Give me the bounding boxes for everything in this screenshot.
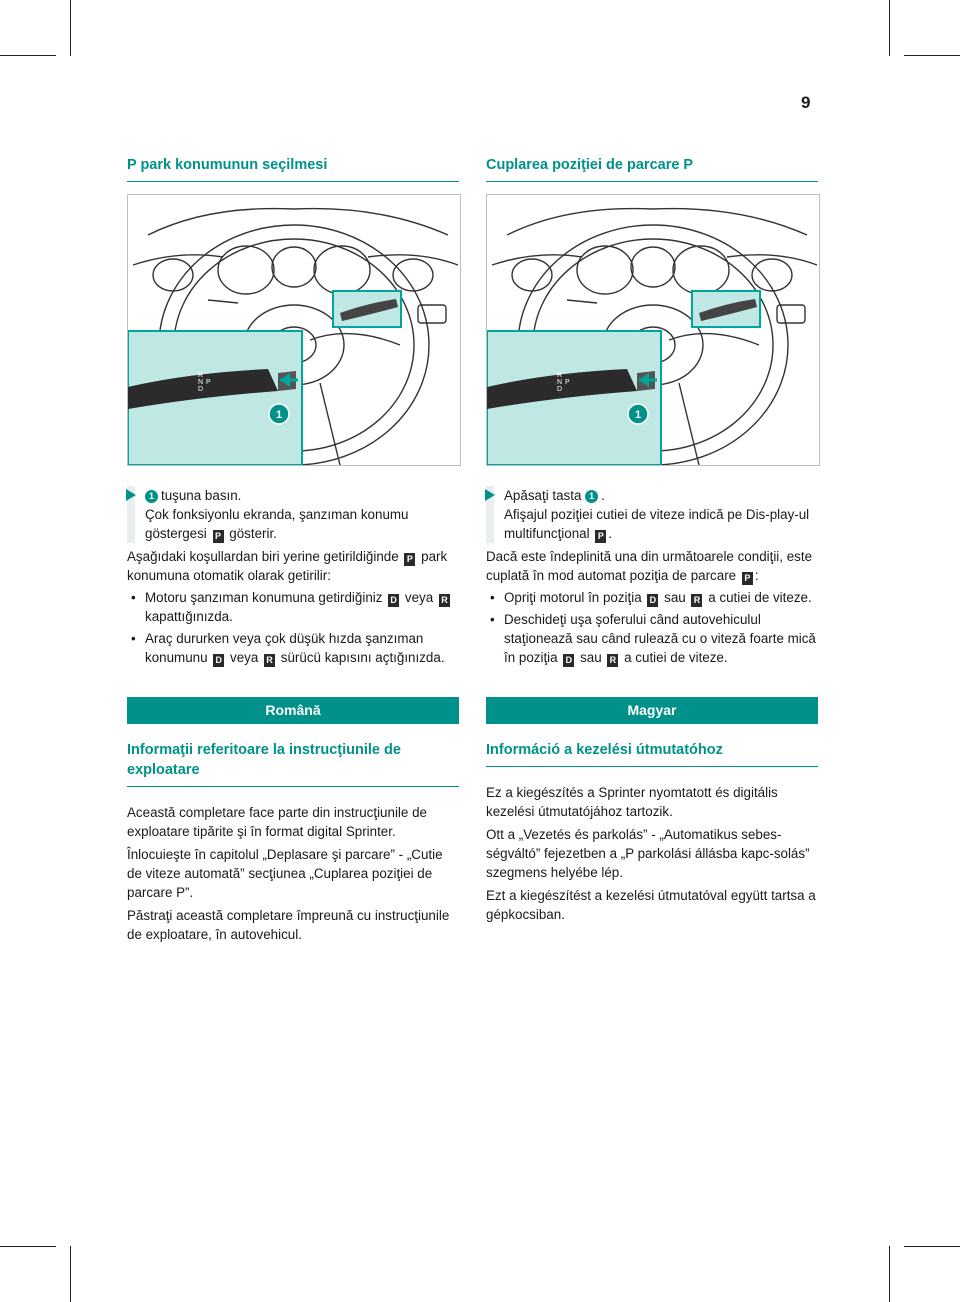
page-number: 9 [801,93,811,112]
bullet-text: Deschideţi uşa şoferului când autovehiculul staţionează sau când rulează cu o viteză foarte mică în poziţia [504,612,816,665]
crop-mark [70,0,71,56]
conditions-intro [127,547,459,585]
crop-mark [0,55,56,56]
callout-badge: 1 [585,490,598,503]
gear-key-d: D [213,654,224,667]
lever-label-n: N [198,379,204,386]
intro-text-end: park konumuna otomatik olarak getirilir: [127,549,448,583]
list-item [127,629,459,667]
callout-number: 1 [275,409,283,421]
bullet-text: kapattığınızda. [145,609,233,624]
list-item [486,588,818,607]
crop-mark [70,1246,71,1302]
step-result-text-end: gösterir. [229,526,277,541]
info-title: Informaţii referitoare la instrucţiunile de exploatare [127,742,401,778]
paragraph: Ezt a kiegészítést a kezelési útmutatóval együtt tartsa a gépkocsiban. [486,888,816,922]
bullet-text: Araç dururken veya çok düşük hızda şanzıman konumunu [145,631,424,665]
crop-mark [904,55,960,56]
step-arrow-icon [485,489,495,501]
lever-label-d: D [198,386,204,393]
language-band: Română [127,697,459,724]
paragraph: Păstraţi această completare împreună cu instrucţiunile de exploatare, în autovehicul. [127,908,450,942]
list-item [127,588,459,626]
dashboard-drawing [128,195,460,465]
intro-text: Dacă este îndeplinită una din următoarele condiţii, este cuplată în mod automat poziţia de parcare [486,549,813,583]
lever-label-r: R [198,372,204,379]
section-title: P park konumunun seçilmesi [127,157,328,173]
section-title: Cuplarea poziţiei de parcare P [486,157,694,173]
language-band: Magyar [486,697,818,724]
crop-mark [0,1246,56,1247]
paragraph: Această completare face parte din instrucţiunile de exploatare tipărite şi în format digital Sprinter. [127,805,427,839]
lever-label-n: N [557,379,563,386]
instruction-step [486,486,818,543]
bullet-text: Motoru şanzıman konumuna getirdiğiniz [145,590,383,605]
intro-text-end: : [754,568,759,583]
title-rule [127,181,459,182]
gear-key-d: D [388,594,399,607]
callout-number: 1 [634,409,642,421]
crop-mark [889,0,890,56]
bullet-text: Opriţi motorul în poziţia [504,590,642,605]
step-text-end: . [601,488,605,503]
conditions-list [127,588,459,667]
step-result-text: Çok fonksiyonlu ekranda, şanzıman konumu göstergesi [145,507,409,541]
paragraph: Ez a kiegészítés a Sprinter nyomtatott és digitális kezelési útmutatójához tartozik. [486,785,778,819]
bullet-text: a cutiei de viteze. [708,590,812,605]
gear-key-r: R [607,654,618,667]
bullet-text: sau [580,650,602,665]
list-item [486,610,818,667]
paragraph: Ott a „Vezetés és parkolás” - „Automatikus sebes-ségváltó” fejezetben a „P parkolási állásba kapc-solás” szegmens helyébe lép. [486,827,810,880]
gear-key-r: R [439,594,450,607]
lever-label-d: D [557,386,563,393]
step-result-text: Afişajul poziţiei cutiei de viteze indică pe Dis-play-ul multifuncţional [504,507,810,541]
lever-label-r: R [557,372,563,379]
right-column [486,155,818,924]
gear-key-d: D [647,594,658,607]
gear-key-d: D [563,654,574,667]
left-column [127,155,459,944]
info-title: Információ a kezelési útmutatóhoz [486,742,723,758]
step-text: tuşuna basın. [161,488,242,503]
gear-key-r: R [691,594,702,607]
step-arrow-icon [126,489,136,501]
callout-badge: 1 [145,490,158,503]
lever-label-p: P [565,379,570,386]
title-rule [127,786,459,787]
title-rule [486,181,818,182]
bullet-text: sürücü kapısını açtığınızda. [280,650,445,665]
steering-wheel-illustration [486,194,820,466]
step-text: Apăsaţi tasta [504,488,582,503]
bullet-text: a cutiei de viteze. [624,650,728,665]
gear-key-r: R [264,654,275,667]
crop-mark [889,1246,890,1302]
dashboard-drawing [487,195,819,465]
step-result-text-end: . [608,526,613,541]
bullet-text: sau [664,590,686,605]
gear-key-p: P [213,530,224,543]
gear-key-p: P [595,530,606,543]
conditions-list [486,588,818,667]
conditions-intro [486,547,818,585]
gear-key-p: P [742,572,753,585]
lever-label-p: P [206,379,211,386]
title-rule [486,766,818,767]
crop-mark [904,1246,960,1247]
paragraph: Înlocuieşte în capitolul „Deplasare şi parcare” - „Cutie de viteze automată” secţiunea „Cuplarea poziţiei de parcare P”. [127,847,443,900]
bullet-text: veya [230,650,259,665]
gear-key-p: P [404,553,415,566]
instruction-step [127,486,459,543]
intro-text: Aşağıdaki koşullardan biri yerine getirildiğinde [127,549,399,564]
steering-wheel-illustration [127,194,461,466]
bullet-text: veya [404,590,434,605]
